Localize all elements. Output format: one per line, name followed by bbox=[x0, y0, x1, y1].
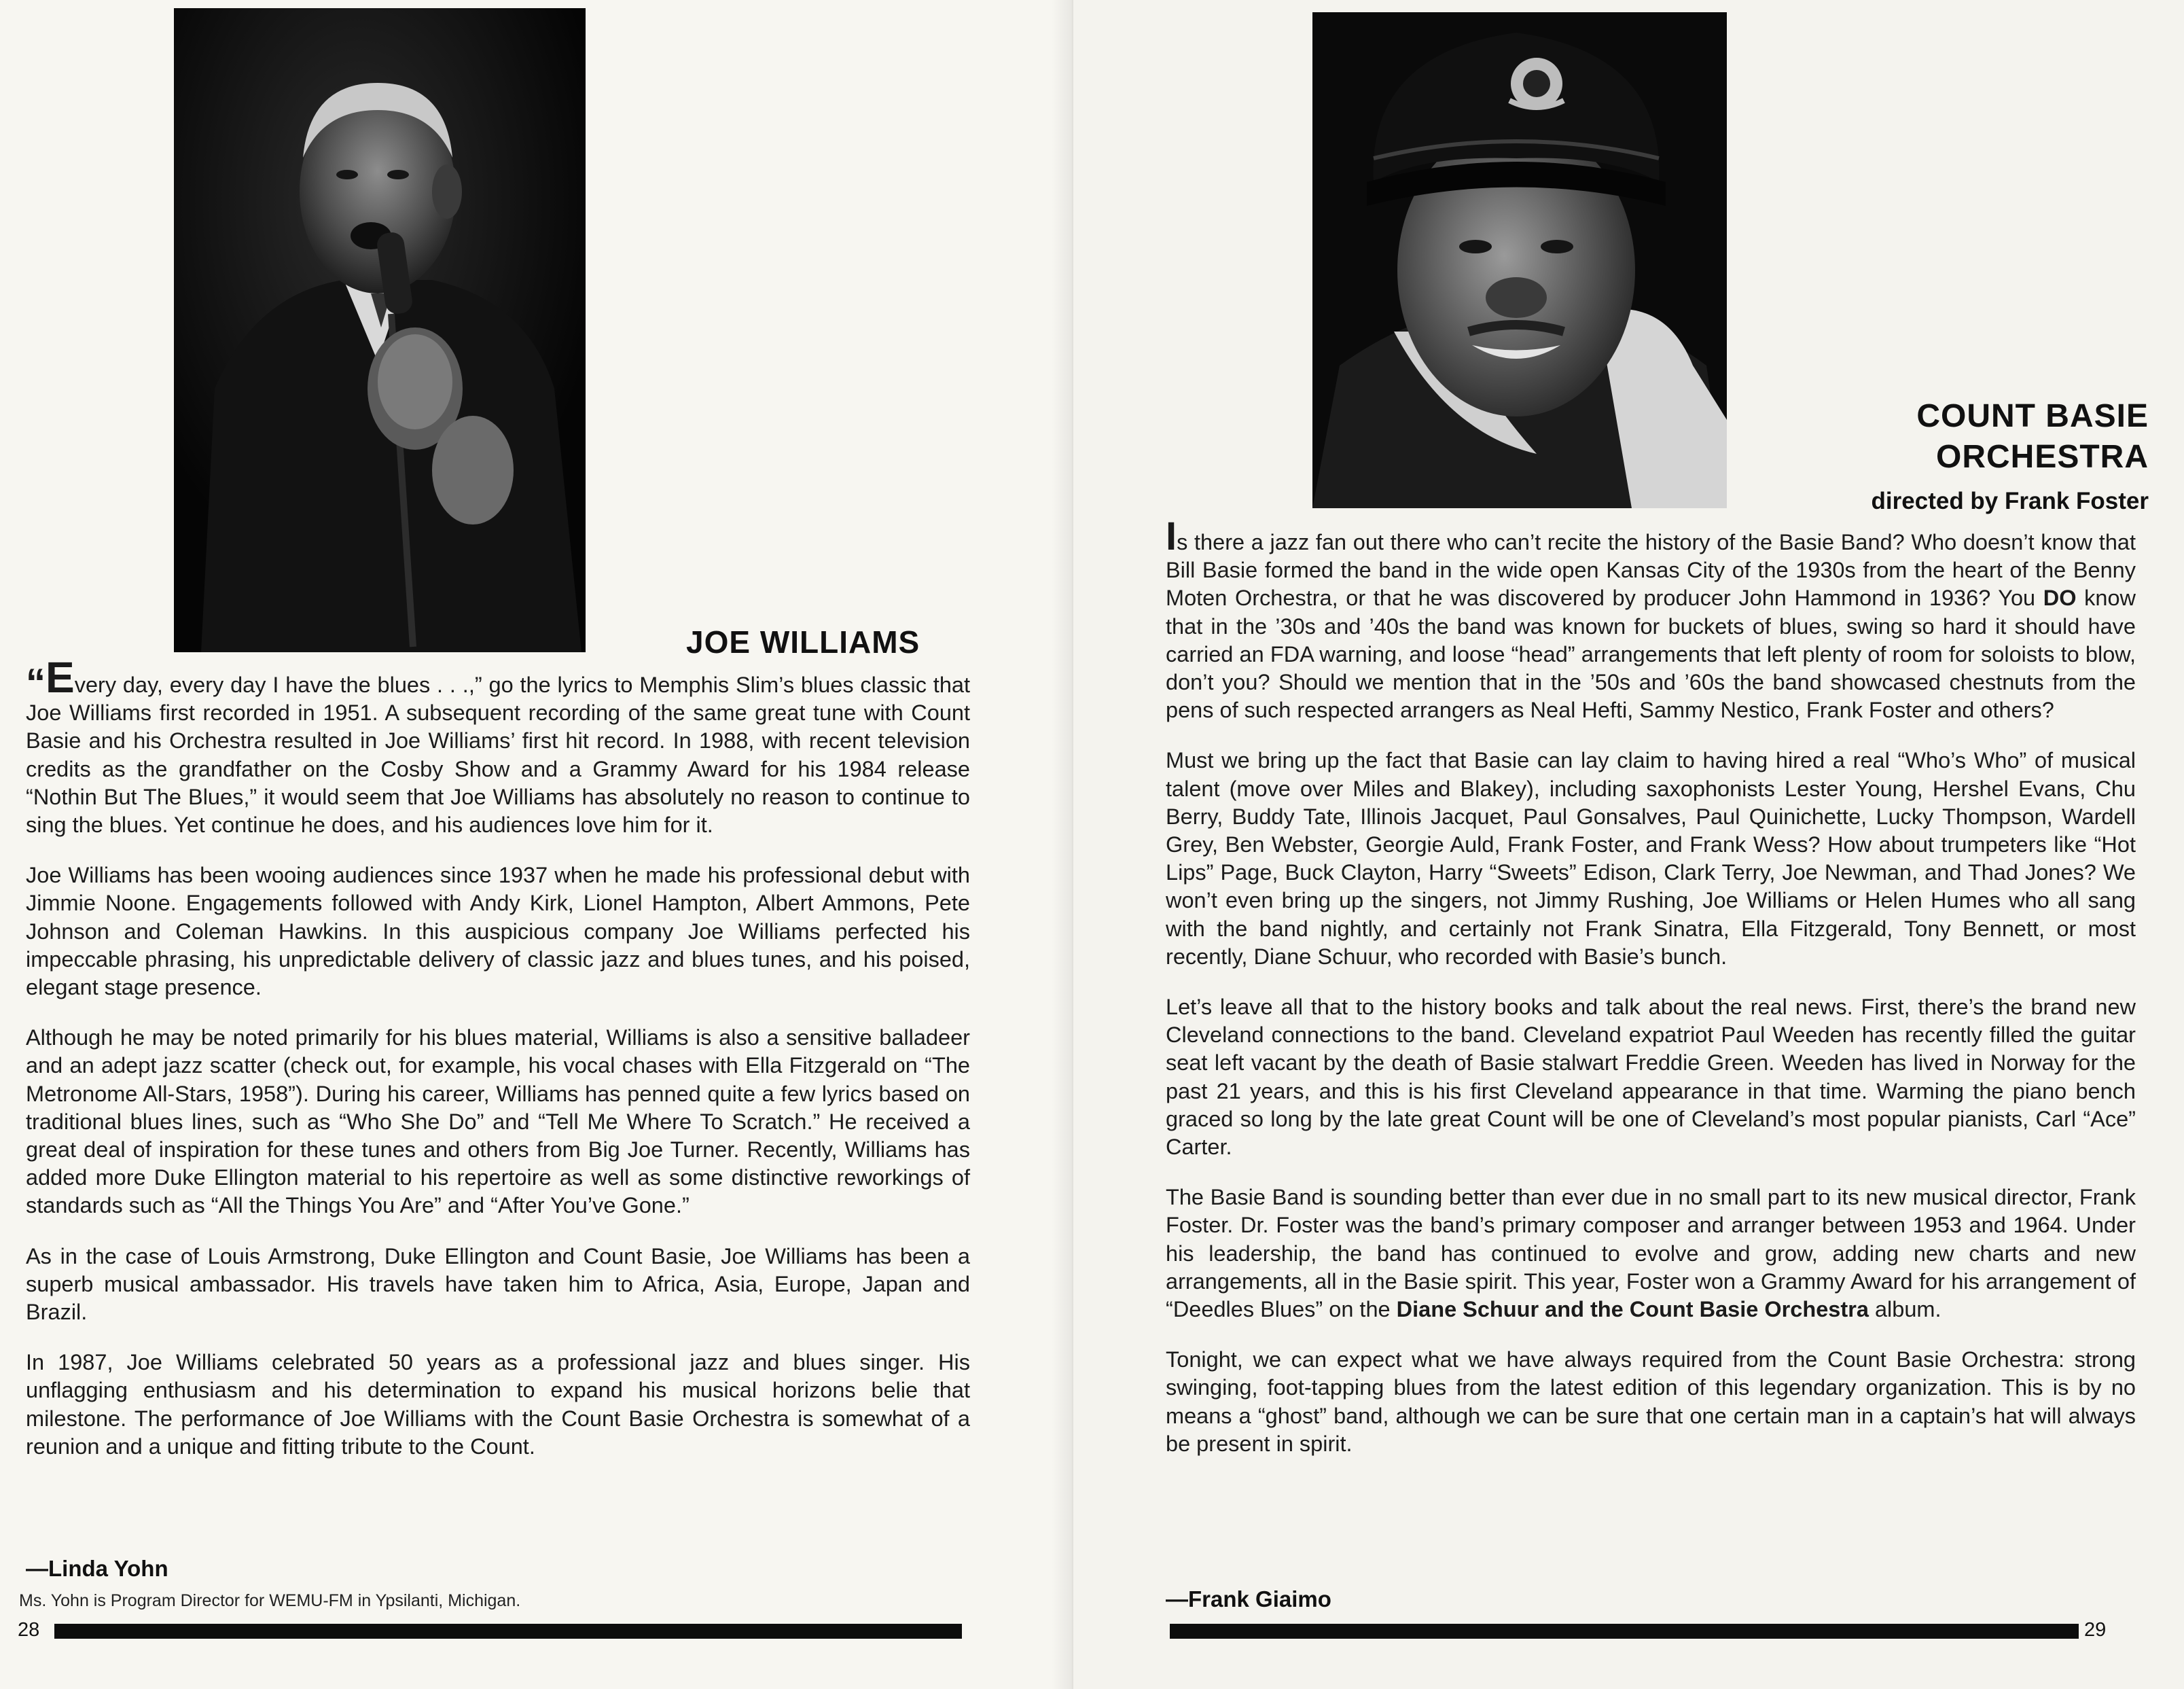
page-number: 29 bbox=[2084, 1619, 2107, 1641]
paragraph-1 bbox=[1166, 514, 2136, 724]
author-note: Ms. Yohn is Program Director for WEMU-FM in Ypsilanti, Michigan. bbox=[19, 1591, 521, 1610]
page-subtitle: directed by Frank Foster bbox=[1871, 488, 2149, 514]
opening-quote: “ bbox=[26, 661, 46, 705]
paragraph-1-rest: know that in the ’30s and ’40s the band was known for buckets of blues, swing so hard it should have carried an FDA warning, and loose “head” arrangements that left plenty of room for soloists to blow, don’t you? Should we mention that in the ’50s and ’60s the band showcased chestnuts from the pens of such respected arrangers as Neal Hefti, Sammy Nestico, Frank Foster and others? bbox=[1166, 586, 2136, 723]
paragraph-3: Let’s leave all that to the history books and talk about the real news. First, there’s the brand new Cleveland connections to the band. Cleveland expatriot Paul Weeden has recently filled the guitar seat left vacant by the death of Basie stalwart Freddie Green. Weeden has lived in Norway for the past 21 years, and this is his first Cleveland appearance in that time. Warming the piano bench graced so long by the late great Count will be one of Cleveland’s most popular pianists, Carl “Ace” Carter. bbox=[1166, 995, 2136, 1160]
paragraph-2: Joe Williams has been wooing audiences since 1937 when he made his professional debut with Jimmie Noone. Engagements followed with Andy Kirk, Lionel Hampton, Albert Ammons, Pete Johnson and Coleman Hawkins. In this auspicious company Joe Williams perfected his impeccable phrasing, his unpredictable delivery of classic jazz and blues tunes, and his poised, elegant stage presence. bbox=[26, 863, 970, 1000]
paragraph-4-text: The Basie Band is sounding better than ever due in no small part to its new musical director, Frank Foster. Dr. Foster was the band’s primary composer and arranger between 1953 and 1964. Under his leadership, the band has continued to evolve and grow, adding new charts and new arrangements, all in the Basie spirit. This year, Foster won a Grammy Award for his arrangement of “Deedles Blues” on the bbox=[1166, 1185, 2136, 1322]
footer-rule bbox=[54, 1624, 962, 1639]
paragraph-4-rest: album. bbox=[1868, 1297, 1941, 1322]
album-title: Diane Schuur and the Count Basie Orchestra bbox=[1396, 1297, 1869, 1322]
article-body-right bbox=[1166, 514, 2136, 1480]
left-page bbox=[0, 0, 1073, 1689]
right-page bbox=[1073, 0, 2184, 1689]
page-number: 28 bbox=[18, 1619, 40, 1641]
paragraph-1 bbox=[26, 653, 970, 839]
drop-cap: E bbox=[46, 653, 75, 702]
paragraph-3: Although he may be noted primarily for his blues material, Williams is also a sensitive balladeer and an adept jazz scatter (check out, for example, his vocal chases with Ella Fitzgerald on “The Metronome All-Stars, 1958”). During his career, Williams has penned quite a few lyrics based on traditional blues lines, such as “Who She Do” and “Tell Me Where To Scratch.” He received a great deal of inspiration for these tunes and others from Big Joe Turner. Recently, Williams has added more Duke Ellington material to his repertoire as well as some distinctive reworkings of standards such as “All the Things You Are” and “After You’ve Gone.” bbox=[26, 1025, 970, 1218]
drop-cap: I bbox=[1166, 514, 1177, 558]
page-title-line2: ORCHESTRA bbox=[1935, 439, 2149, 475]
page-title-line1: COUNT BASIE bbox=[1916, 398, 2149, 434]
page-title: JOE WILLIAMS bbox=[686, 624, 920, 660]
paragraph-4: As in the case of Louis Armstrong, Duke Ellington and Count Basie, Joe Williams has been a superb musical ambassador. His travels have taken him to Africa, Asia, Europe, Japan and Brazil. bbox=[26, 1243, 970, 1325]
bleed-through-text bbox=[598, 41, 609, 88]
joe-williams-photo bbox=[174, 8, 586, 652]
article-body-left bbox=[26, 653, 970, 1483]
paragraph-2: Must we bring up the fact that Basie can lay claim to having hired a real “Who’s Who” of musical talent (move over Miles and Blakey), including saxophonists Lester Young, Hershel Evans, Chu Berry, Buddy Tate, Illinois Jacquet, Paul Gonsalves, Paul Quinichette, Lucky Thompson, Wardell Grey, Ben Webster, Georgie Auld, Frank Foster, and Frank Wess? How about trumpeters like “Hot Lips” Page, Buck Clayton, Harry “Sweets” Edison, Clark Terry, Joe Newman, and Thad Jones? We won’t even bring up the singers, not Jimmy Rushing, Joe Williams or Helen Humes who all sang with the band nightly, and certainly not Frank Sinatra, Ella Fitzgerald, Tony Bennett, or most recently, Diane Schuur, who recorded with Basie’s bunch. bbox=[1166, 748, 2136, 969]
paragraph-5: Tonight, we can expect what we have always required from the Count Basie Orchestra: strong swinging, foot-tapping blues from the latest edition of this legendary organization. This is by no means a “ghost” band, although we can be sure that one certain man in a captain’s hat will always be present in spirit. bbox=[1166, 1347, 2136, 1456]
author-byline: —Linda Yohn bbox=[26, 1556, 168, 1581]
paragraph-5: In 1987, Joe Williams celebrated 50 years as a professional jazz and blues singer. His unflagging enthusiasm and his determination to expand his musical horizons belie that milestone. The performance of Joe Williams with the Count Basie Orchestra is somewhat of a reunion and a unique and fitting tribute to the Count. bbox=[26, 1350, 970, 1459]
paragraph-1-emphasis: DO bbox=[2043, 586, 2077, 611]
paragraph-1-text: s there a jazz fan out there who can’t recite the history of the Basie Band? Who doesn’t know that Bill Basie formed the band in the wide open Kansas City of the 1930s from the heart of the Benny Moten Orchestra, or that he was discovered by producer John Hammond in 1936? You bbox=[1166, 530, 2136, 611]
paragraph-4 bbox=[1166, 1184, 2136, 1323]
paragraph-1-text: very day, every day I have the blues . . .,” go the lyrics to Memphis Slim’s blues classic that Joe Williams first recorded in 1951. A subsequent recording of the same great tune with Count Basie and his Orchestra resulted in Joe Williams’ first hit record. In 1988, with recent television credits as the grandfather on the Cosby Show and a Grammy Award for his 1984 release “Nothin But The Blues,” it would seem that Joe Williams has absolutely no reason to continue to sing the blues. Yet continue he does, and his audiences love him for it. bbox=[26, 673, 970, 838]
author-byline: —Frank Giaimo bbox=[1166, 1586, 1331, 1612]
count-basie-photo bbox=[1312, 12, 1727, 508]
footer-rule bbox=[1170, 1624, 2079, 1639]
